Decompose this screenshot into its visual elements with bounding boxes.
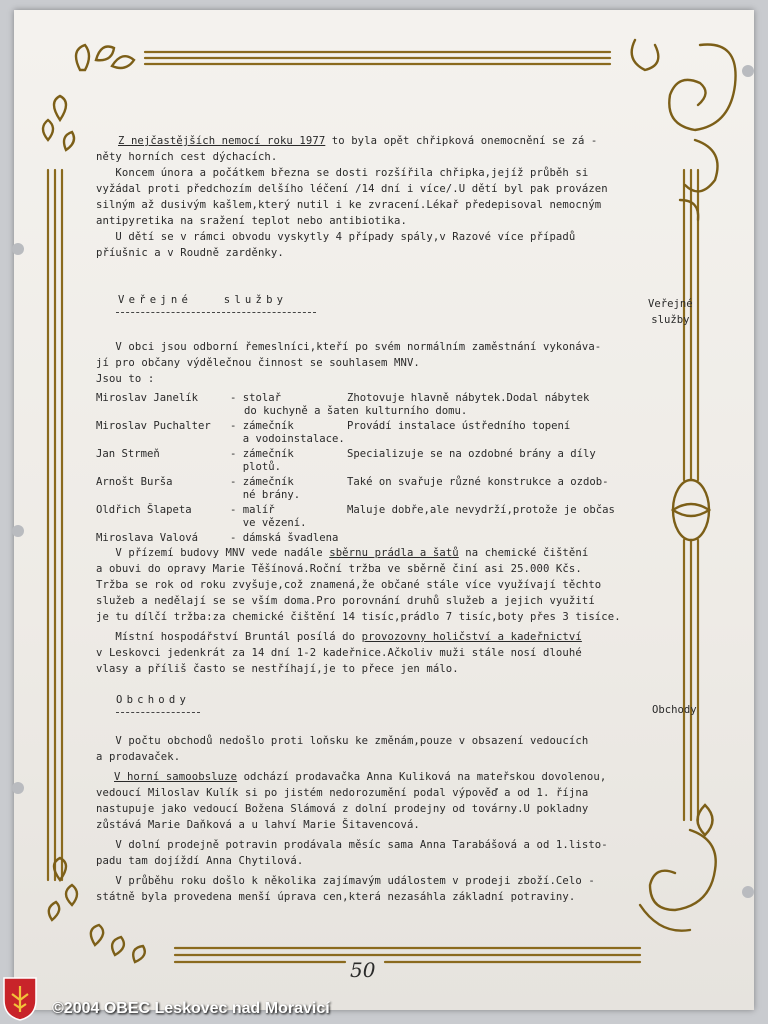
text-line: Jsou to : <box>96 373 155 385</box>
paragraph-disease <box>118 134 597 150</box>
margin-note-services: Veřejné služby <box>648 298 693 326</box>
craftsman-trade: - zámečník <box>230 448 294 460</box>
text-line: Koncem února a počátkem března se dosti rozšířila chřipka,jejíž průběh si <box>96 167 589 179</box>
craftsman-desc: Maluje dobře,ale nevydrží,protože je občas <box>347 504 615 516</box>
text-line: antipyretika na sražení teplot nebo antibiotika. <box>96 215 407 227</box>
underlined-phrase: provozovny holičství a kadeřnictví <box>361 631 582 643</box>
craftsman-trade-cont: ve vězení. <box>230 517 307 529</box>
text-line: státně byla provedena menší úprava cen,která nezasáhla základní potraviny. <box>96 891 576 903</box>
text-run: V přízemí budovy MNV vede nadále <box>96 547 330 559</box>
text-line: nastupuje jako vedoucí Božena Slámová z dolní prodejny od továrny.U pokladny <box>96 803 589 815</box>
text-line: a prodavaček. <box>96 751 181 763</box>
section-heading-shops: Obchody <box>116 694 191 706</box>
craftsman-trade-cont: plotů. <box>230 461 282 473</box>
craftsman-trade: - zámečník <box>230 476 294 488</box>
craftsman-trade-cont: né brány. <box>230 489 301 501</box>
underlined-phrase: sběrnu prádla a šatů <box>329 547 459 559</box>
craftsman-trade: - zámečník <box>230 420 294 432</box>
paragraph-supermarket <box>114 770 606 786</box>
craftsman-name: Oldřich Šlapeta <box>96 504 192 516</box>
heading-underline <box>116 712 200 714</box>
text-run: na chemické čištění <box>458 547 589 559</box>
craftsman-trade: - stolař <box>230 392 282 404</box>
text-line: a obuvi do opravy Marie Těšínová.Roční tržba ve sběrně činí asi 25.000 Kčs. <box>96 563 582 575</box>
text-line: V obci jsou odborní řemeslníci,kteří po svém normálním zaměstnání vykonáva- <box>96 341 602 353</box>
text-run: odchází prodavačka Anna Kuliková na mateřskou dovolenou, <box>237 771 607 783</box>
text-line: V průběhu roku došlo k několika zajímavým událostem v prodeji zboží.Celo - <box>96 875 595 887</box>
text-line: Tržba se rok od roku zvyšuje,což znamená,že občané stále více využívají těchto <box>96 579 602 591</box>
text-line: to byla opět chřipková onemocnění se zá - <box>325 135 598 147</box>
craftsman-name: Jan Strmeň <box>96 448 160 460</box>
text-line: padu tam dojíždí Anna Chytilová. <box>96 855 304 867</box>
craftsman-name: Miroslava Valová <box>96 532 199 544</box>
craftsman-name: Miroslav Puchalter <box>96 420 211 432</box>
craftsman-desc: Také on svařuje různé konstrukce a ozdob- <box>347 476 609 488</box>
text-line: silným až dusivým kašlem,který nutil i ke zvracení.Lékař předepisoval nemocným <box>96 199 602 211</box>
text-run: Místní hospodářství Bruntál posílá do <box>96 631 362 643</box>
text-line: v Leskovci jedenkrát za 14 dní 1-2 kadeřnice.Ačkoliv muži stále nosí dlouhé <box>96 647 582 659</box>
text-line: U dětí se v rámci obvodu vyskytly 4 případy spály,v Razové více případů <box>96 231 576 243</box>
page-number: 50 <box>350 958 376 982</box>
text-line: zůstává Marie Daňková a u lahví Marie Šitavencová. <box>96 819 420 831</box>
paragraph-hairdresser <box>96 630 582 646</box>
craftsman-desc: Provádí instalace ústředního topení <box>347 420 571 432</box>
heading-underline <box>116 312 316 314</box>
text-line: jí pro občany výdělečnou činnost se souhlasem MNV. <box>96 357 420 369</box>
underlined-phrase: V horní samoobsluze <box>114 771 238 783</box>
craftsman-desc-cont: do kuchyně a šaten kulturního domu. <box>244 405 468 417</box>
section-heading-services: Veřejné služby <box>118 294 288 306</box>
text-line: vedoucí Miloslav Kulík si po jistém nedorozumění podal výpověď a od 1. října <box>96 787 589 799</box>
craftsman-name: Arnošt Burša <box>96 476 173 488</box>
text-line: V dolní prodejně potravin prodávala měsíc sama Anna Tarabášová a od 1.listo- <box>96 839 608 851</box>
craftsman-trade: - dámská švadlena <box>230 532 339 544</box>
text-line: příušnic a v Roudně zarděnky. <box>96 247 284 259</box>
craftsman-name: Miroslav Janelík <box>96 392 199 404</box>
craftsman-trade: - malíř <box>230 504 275 516</box>
text-line: vyžádal proti předchozím delšího léčení /14 dní i více/.U dětí byl pak provázen <box>96 183 608 195</box>
margin-note-shops: Obchody <box>652 704 697 716</box>
text-line: je tu dílčí tržba:za chemické čištění 14 tisíc,prádlo 7 tisíc,boty přes 3 tisíce. <box>96 611 621 623</box>
underlined-phrase: Z nejčastějších nemocí roku 1977 <box>118 135 326 147</box>
text-line: něty horních cest dýchacích. <box>96 151 278 163</box>
paragraph-laundry <box>96 546 588 562</box>
text-line: vlasy a příliš často se nestříhají,je to přece jen málo. <box>96 663 459 675</box>
village-coat-of-arms <box>2 976 38 1022</box>
craftsman-desc: Specializuje se na ozdobné brány a díly <box>347 448 596 460</box>
craftsman-desc: Zhotovuje hlavně nábytek.Dodal nábytek <box>347 392 590 404</box>
text-line: V počtu obchodů nedošlo proti loňsku ke změnám,pouze v obsazení vedoucích <box>96 735 589 747</box>
craftsman-trade-cont: a vodoinstalace. <box>230 433 345 445</box>
text-line: služeb a nedělají se se vším doma.Pro porovnání druhů služeb a jejich využití <box>96 595 595 607</box>
copyright-footer: ©2004 OBEC Leskovec nad Moravicí <box>52 1000 330 1017</box>
